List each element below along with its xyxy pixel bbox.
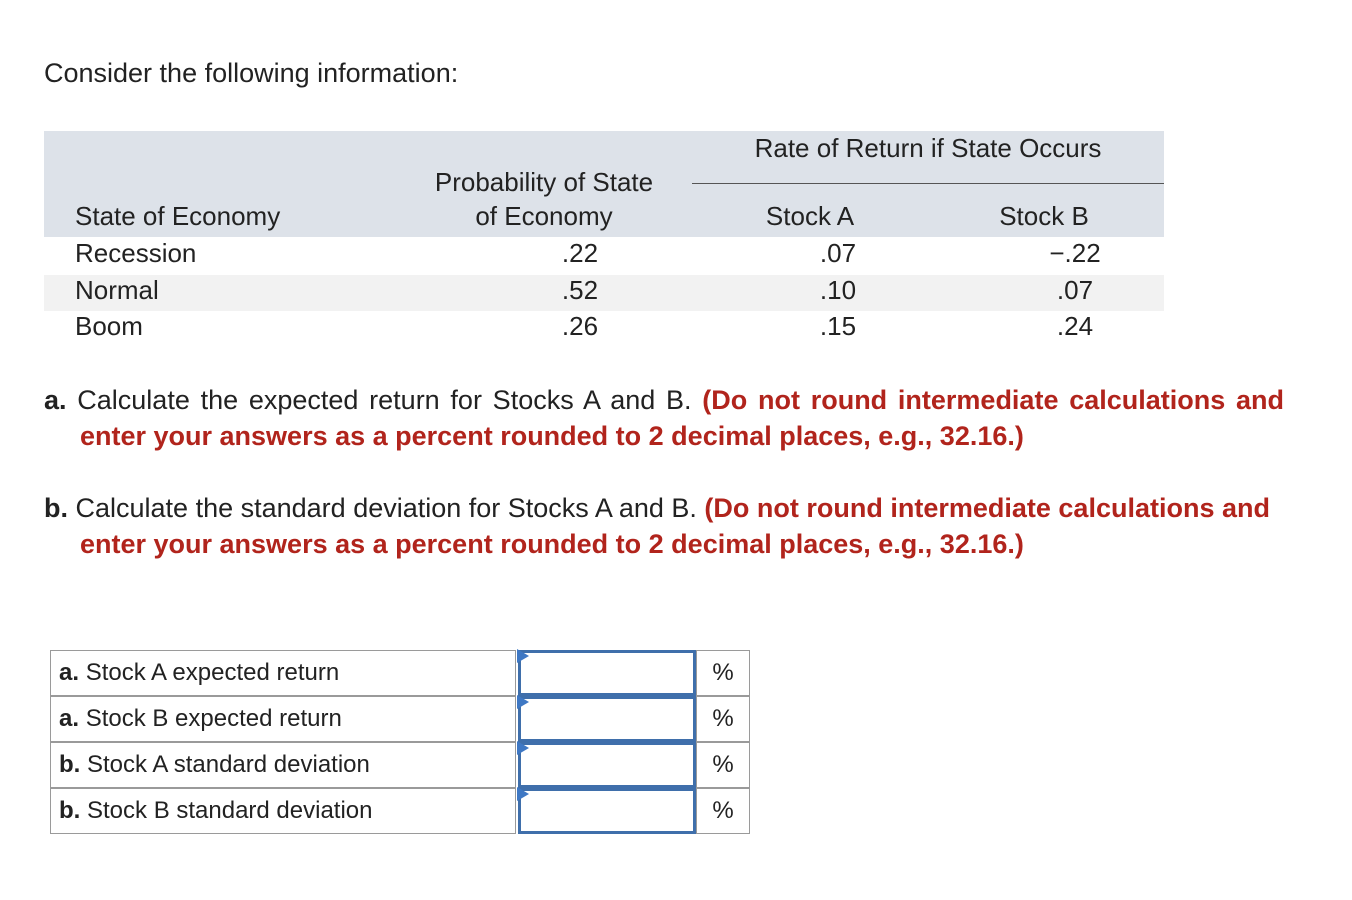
stock-b-header: Stock B bbox=[999, 201, 1089, 231]
answer-label-text: Stock B expected return bbox=[85, 705, 342, 732]
answer-label bbox=[50, 788, 516, 834]
answer-label bbox=[50, 650, 516, 696]
answer-table bbox=[50, 650, 750, 834]
row-state: Boom bbox=[75, 311, 143, 341]
rate-header-rule bbox=[692, 183, 1164, 184]
row-probability: .26 bbox=[561, 311, 599, 341]
answer-row bbox=[50, 742, 750, 788]
question-a-text: Calculate the expected return for Stocks A and B. bbox=[77, 385, 692, 415]
percent-unit: % bbox=[696, 788, 750, 834]
question-b-text: Calculate the standard deviation for Stocks A and B. bbox=[75, 493, 697, 523]
percent-unit: % bbox=[696, 650, 750, 696]
answer-prefix: b. bbox=[59, 797, 81, 824]
row-stock-b: −.22 bbox=[1049, 238, 1101, 268]
stock-a-expected-return-input[interactable] bbox=[521, 653, 693, 693]
stock-a-standard-deviation-input[interactable] bbox=[521, 745, 693, 785]
answer-prefix: b. bbox=[59, 751, 81, 778]
question-b-note: (Do not round intermediate calculations and enter your answers as a percent rounded to 2 decimal places, e.g., 32.16.) bbox=[80, 493, 1270, 559]
stock-b-standard-deviation-input[interactable] bbox=[521, 791, 693, 831]
stock-b-standard-deviation-field[interactable] bbox=[518, 788, 696, 834]
data-table bbox=[44, 131, 1164, 345]
rate-of-return-header: Rate of Return if State Occurs bbox=[754, 133, 1102, 163]
row-state: Recession bbox=[75, 238, 197, 268]
row-stock-a: .10 bbox=[819, 275, 857, 305]
question-a-lead: a. bbox=[44, 385, 67, 415]
question-a-note: (Do not round intermediate calculations and enter your answers as a percent rounded to 2 decimal places, e.g., 32.16.) bbox=[80, 385, 1284, 451]
marker-flag-icon bbox=[517, 741, 529, 755]
marker-flag-icon bbox=[517, 695, 529, 709]
answer-row bbox=[50, 650, 750, 696]
answer-label-text: Stock A standard deviation bbox=[87, 751, 370, 778]
question-b-lead: b. bbox=[44, 493, 68, 523]
row-stock-b: .07 bbox=[1056, 275, 1094, 305]
row-probability: .22 bbox=[561, 238, 599, 268]
probability-header-line2: of Economy bbox=[475, 201, 613, 231]
row-probability: .52 bbox=[561, 275, 599, 305]
answer-prefix: a. bbox=[59, 705, 80, 732]
row-state: Normal bbox=[75, 275, 159, 305]
stock-a-header: Stock A bbox=[765, 201, 855, 231]
question-a bbox=[44, 382, 1284, 454]
row-stock-a: .07 bbox=[819, 238, 857, 268]
marker-flag-icon bbox=[517, 787, 529, 801]
stock-b-expected-return-field[interactable] bbox=[518, 696, 696, 742]
percent-unit: % bbox=[696, 696, 750, 742]
row-stock-a: .15 bbox=[819, 311, 857, 341]
intro-text: Consider the following information: bbox=[44, 58, 459, 88]
answer-label-text: Stock B standard deviation bbox=[87, 797, 373, 824]
question-b bbox=[44, 490, 1284, 562]
stock-b-expected-return-input[interactable] bbox=[521, 699, 693, 739]
marker-flag-icon bbox=[517, 649, 529, 663]
state-header: State of Economy bbox=[75, 201, 281, 231]
answer-label bbox=[50, 696, 516, 742]
row-stock-b: .24 bbox=[1056, 311, 1094, 341]
answer-row bbox=[50, 696, 750, 742]
answer-row bbox=[50, 788, 750, 834]
percent-unit: % bbox=[696, 742, 750, 788]
answer-label bbox=[50, 742, 516, 788]
answer-label-text: Stock A expected return bbox=[85, 659, 340, 686]
stock-a-expected-return-field[interactable] bbox=[518, 650, 696, 696]
stock-a-standard-deviation-field[interactable] bbox=[518, 742, 696, 788]
answer-prefix: a. bbox=[59, 659, 80, 686]
probability-header-line1: Probability of State bbox=[434, 167, 654, 197]
